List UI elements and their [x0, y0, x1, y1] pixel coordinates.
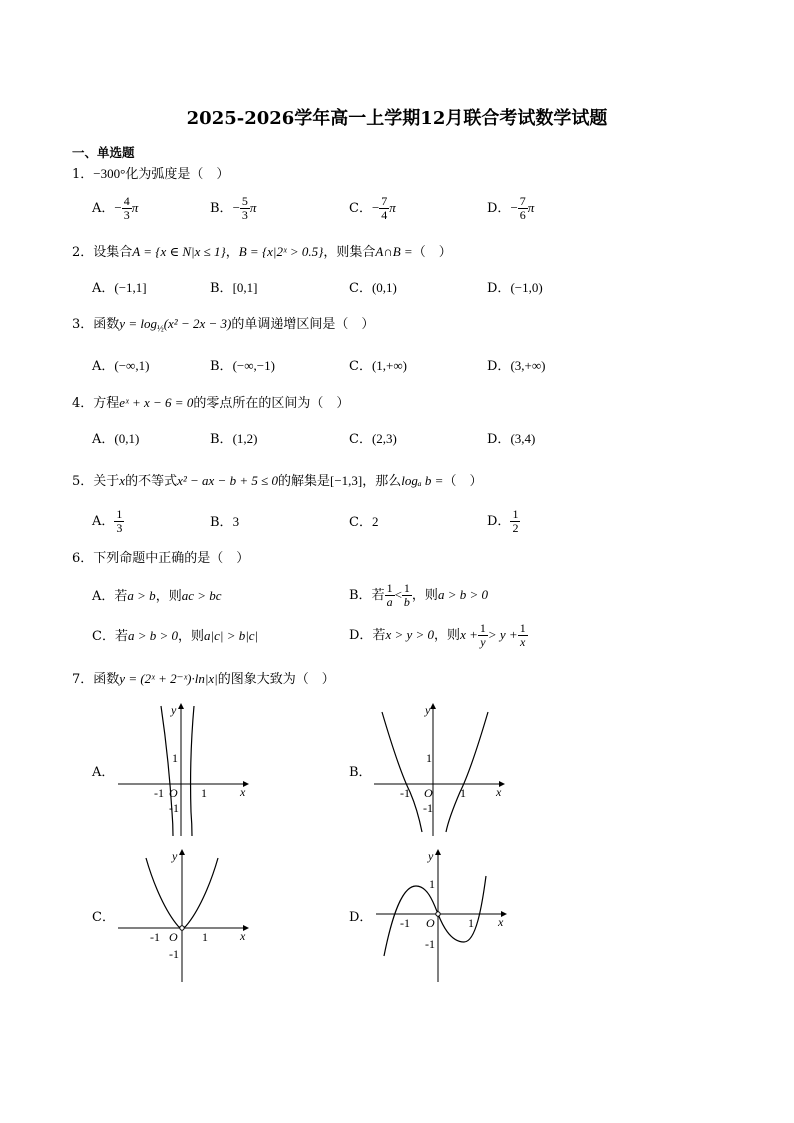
origin-label: O [169, 786, 178, 800]
tick-neg1-y: -1 [423, 801, 433, 815]
question-1-stem: 1．−300°化为弧度是（ ） [72, 166, 230, 182]
question-7-stem: 7．函数y = (2ˣ + 2⁻ˣ)·ln|x|的图象大致为（ ） [72, 671, 335, 687]
curve-right [191, 706, 194, 836]
q1-option-b[interactable]: B．− $\frac{5}{3}$ π [210, 194, 257, 222]
q6-option-b[interactable]: B．若 $\frac{1}{a}$ < $\frac{1}{b}$ ，则a > b > 0 [349, 581, 488, 609]
x-label: x [240, 785, 246, 799]
q5-option-c[interactable]: C．2 [349, 514, 379, 530]
tick-1-x: 1 [468, 916, 474, 930]
section-heading: 一、单选题 [72, 145, 135, 160]
q7-option-c-label[interactable]: C． [92, 910, 115, 925]
tick-1-y: 1 [172, 751, 178, 765]
q6-option-d[interactable]: D．若x > y > 0，则x + $\frac{1}{y}$ > y + $\frac{1}{x}$ [349, 621, 526, 649]
origin-label: O [424, 786, 433, 800]
origin-hole [180, 926, 184, 930]
tick-1-y: 1 [426, 751, 432, 765]
q3-option-c[interactable]: C．(1,+∞) [349, 358, 407, 374]
graph-a[interactable] [114, 700, 254, 840]
q4-option-d[interactable]: D．(3,4) [487, 431, 536, 447]
y-label: y [428, 849, 434, 863]
tick-neg1-y: -1 [169, 801, 179, 815]
tick-neg1-x: -1 [400, 786, 410, 800]
q3-option-a[interactable]: A．(−∞,1) [92, 358, 150, 374]
q1-option-d[interactable]: D．− $\frac{7}{6}$ π [487, 194, 535, 222]
question-6-stem: 6．下列命题中正确的是（ ） [72, 551, 250, 566]
tick-neg1-x: -1 [400, 916, 410, 930]
question-2-stem: 2．设集合A = {x ∈ N|x ≤ 1}，B = {x|2ˣ > 0.5}，则集合A∩B =（ ） [72, 244, 452, 260]
tick-1-x: 1 [460, 786, 466, 800]
origin-label: O [426, 916, 435, 930]
page-title: 2025-2026学年高一上学期12月联合考试数学试题 [186, 108, 608, 129]
question-3-stem: 3．函数$y = \log_{\frac{1}{2}}(x^2 - 2x - 3)$的单调递增区间是（ ） [72, 316, 375, 334]
origin-label: O [169, 930, 178, 944]
q2-option-a[interactable]: A．(−1,1] [92, 280, 147, 296]
tick-neg1-x: -1 [150, 930, 160, 944]
q4-option-c[interactable]: C．(2,3) [349, 431, 397, 447]
q7-option-a-label[interactable]: A． [92, 765, 115, 780]
q7-option-b-label[interactable]: B． [349, 765, 372, 780]
q2-option-c[interactable]: C．(0,1) [349, 280, 397, 296]
graph-c[interactable] [114, 846, 254, 986]
q4-option-b[interactable]: B．(1,2) [210, 431, 258, 447]
origin-hole [436, 912, 440, 916]
q2-option-d[interactable]: D．(−1,0) [487, 280, 543, 296]
tick-neg1-x: -1 [154, 786, 164, 800]
y-label: y [172, 849, 178, 863]
q5-option-d[interactable]: D． $\frac{1}{2}$ [487, 507, 519, 535]
tick-1-y: 1 [429, 877, 435, 891]
curve-left [382, 712, 422, 832]
x-label: x [498, 915, 504, 929]
graph-d[interactable] [372, 846, 512, 986]
tick-1-x: 1 [202, 930, 208, 944]
tick-neg1-y: -1 [169, 947, 179, 961]
y-label: y [171, 703, 177, 717]
q1-option-a[interactable]: A．− $\frac{4}{3}$ π [92, 194, 139, 222]
q3-option-d[interactable]: D．(3,+∞) [487, 358, 546, 374]
q2-option-b[interactable]: B．[0,1] [210, 280, 258, 296]
question-5-stem: 5．关于x的不等式x² − ax − b + 5 ≤ 0的解集是[−1,3]，那么logₐ b =（ ） [72, 473, 483, 489]
q7-option-d-label[interactable]: D． [349, 910, 373, 925]
q5-option-a[interactable]: A． $\frac{1}{3}$ [92, 507, 123, 535]
q6-option-a[interactable]: A．若a > b，则ac > bc [92, 588, 222, 604]
q3-option-b[interactable]: B．(−∞,−1) [210, 358, 275, 374]
q6-option-c[interactable]: C．若a > b > 0，则a|c| > b|c| [92, 628, 259, 644]
x-label: x [240, 929, 246, 943]
curve-left [161, 706, 173, 836]
graph-b[interactable] [370, 700, 510, 840]
x-label: x [496, 785, 502, 799]
question-4-stem: 4．方程eˣ + x − 6 = 0的零点所在的区间为（ ） [72, 395, 350, 411]
y-label: y [425, 703, 431, 717]
q5-option-b[interactable]: B．3 [210, 514, 240, 530]
q4-option-a[interactable]: A．(0,1) [92, 431, 140, 447]
q1-option-c[interactable]: C．− $\frac{7}{4}$ π [349, 194, 396, 222]
tick-neg1-y: -1 [425, 937, 435, 951]
curve-right [446, 712, 488, 832]
tick-1-x: 1 [201, 786, 207, 800]
